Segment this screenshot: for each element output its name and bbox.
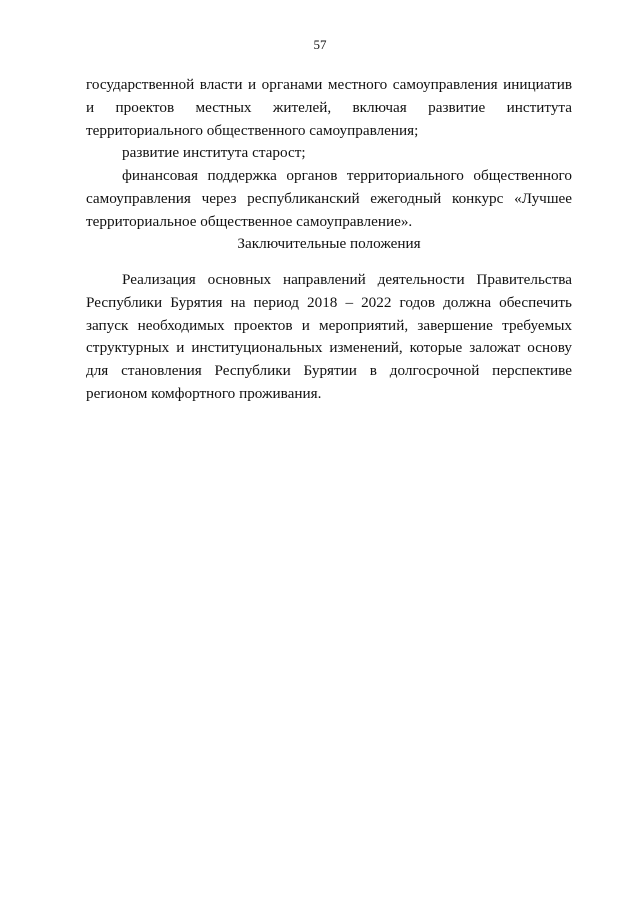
section-heading: Заключительные положения — [237, 235, 421, 252]
intro-paragraph-financial-support: финансовая поддержка органов территориального общественного самоуправления через республиканский ежегодный конкурс «Лучшее территориальное общественное самоуправление». — [86, 167, 572, 230]
intro-paragraph-continuation: государственной власти и органами местного самоуправления инициатив и проектов местных жителей, включая развитие института территориального общественного самоуправления; — [86, 76, 572, 139]
intro-paragraph-elders: развитие института старост; — [122, 144, 306, 162]
conclusion-paragraph: Реализация основных направлений деятельности Правительства Республики Бурятия на период 2018 – 2022 годов должна обеспечить запуск необходимых проектов и мероприятий, завершение требуемых структурных и институциональных изменений, которые заложат основу для становления Республики Бурятии в долгосрочной перспективе регионом комфортного проживания. — [86, 271, 572, 402]
page-number: 57 — [313, 37, 327, 52]
intro-section — [86, 74, 572, 234]
conclusion-section — [86, 269, 572, 406]
